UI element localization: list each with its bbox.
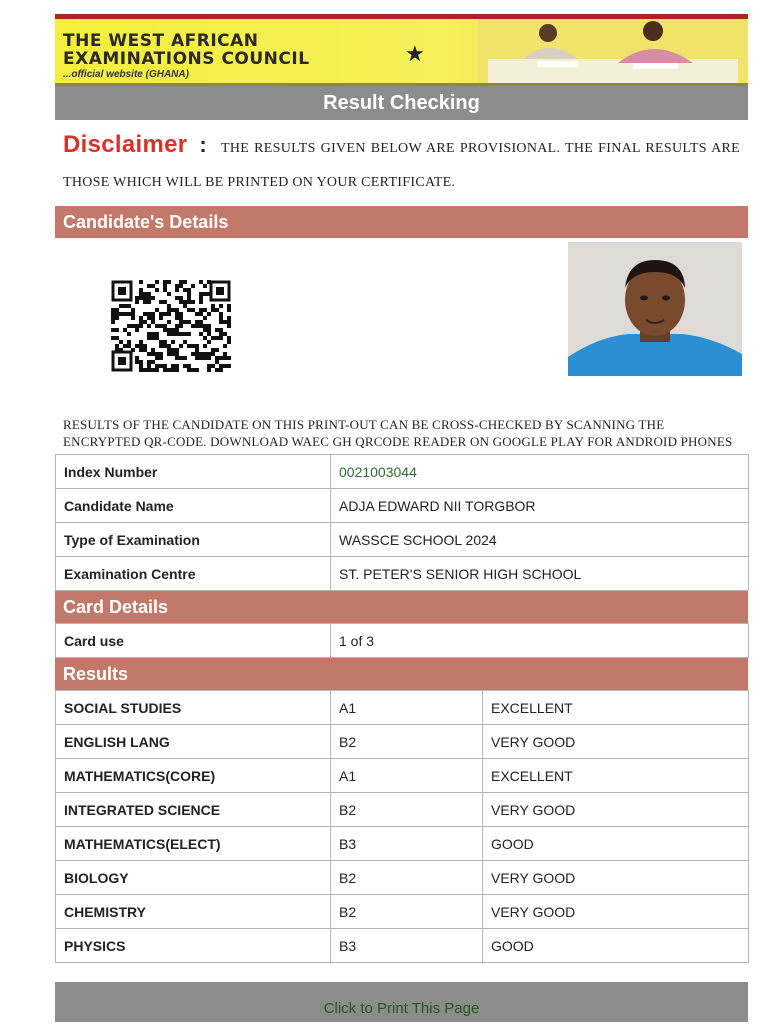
table-row bbox=[56, 929, 749, 963]
table-row bbox=[56, 861, 749, 895]
banner-title-line1: THE WEST AFRICAN bbox=[63, 31, 259, 51]
candidate-details-table bbox=[55, 454, 749, 591]
result-page bbox=[55, 14, 748, 1022]
exam-type-label: Type of Examination bbox=[56, 523, 331, 557]
card-use-value: 1 of 3 bbox=[331, 624, 749, 658]
subject-cell: SOCIAL STUDIES bbox=[56, 691, 331, 725]
table-row bbox=[56, 624, 749, 658]
disclaimer-colon: : bbox=[199, 132, 208, 157]
grade-cell: B2 bbox=[331, 895, 483, 929]
candidate-name-value: ADJA EDWARD NII TORGBOR bbox=[331, 489, 749, 523]
print-page-link[interactable]: Click to Print This Page bbox=[323, 1000, 480, 1017]
banner-students-image bbox=[478, 19, 748, 83]
table-row bbox=[56, 489, 749, 523]
qr-code bbox=[111, 280, 231, 372]
card-details-header: Card Details bbox=[55, 591, 748, 623]
waec-banner bbox=[55, 19, 748, 86]
candidate-details-header: Candidate's Details bbox=[55, 206, 748, 238]
results-header: Results bbox=[55, 658, 748, 690]
page-title: Result Checking bbox=[55, 86, 748, 120]
candidate-name-label: Candidate Name bbox=[56, 489, 331, 523]
table-row bbox=[56, 759, 749, 793]
table-row bbox=[56, 691, 749, 725]
candidate-photo bbox=[568, 242, 742, 376]
table-row bbox=[56, 455, 749, 489]
candidate-image-row bbox=[55, 238, 748, 414]
grade-cell: B3 bbox=[331, 929, 483, 963]
disclaimer-heading: Disclaimer bbox=[63, 131, 188, 158]
remark-cell: EXCELLENT bbox=[483, 759, 749, 793]
subject-cell: BIOLOGY bbox=[56, 861, 331, 895]
results-table bbox=[55, 690, 749, 963]
grade-cell: B2 bbox=[331, 793, 483, 827]
grade-cell: B2 bbox=[331, 725, 483, 759]
grade-cell: B3 bbox=[331, 827, 483, 861]
exam-type-value: WASSCE SCHOOL 2024 bbox=[331, 523, 749, 557]
qr-notice: RESULTS OF THE CANDIDATE ON THIS PRINT-OUT CAN BE CROSS-CHECKED BY SCANNING THE ENCRYPTED QR-CODE. DOWNLOAD WAEC GH QRCODE READER ON GOOGLE PLAY FOR ANDROID PHONES bbox=[63, 417, 733, 449]
star-icon: ★ bbox=[405, 41, 425, 66]
remark-cell: GOOD bbox=[483, 929, 749, 963]
subject-cell: MATHEMATICS(CORE) bbox=[56, 759, 331, 793]
subject-cell: PHYSICS bbox=[56, 929, 331, 963]
remark-cell: VERY GOOD bbox=[483, 793, 749, 827]
grade-cell: A1 bbox=[331, 759, 483, 793]
remark-cell: VERY GOOD bbox=[483, 895, 749, 929]
table-row bbox=[56, 725, 749, 759]
remark-cell: GOOD bbox=[483, 827, 749, 861]
table-row bbox=[56, 793, 749, 827]
remark-cell: VERY GOOD bbox=[483, 861, 749, 895]
banner-subtitle: ...official website (GHANA) bbox=[63, 69, 189, 80]
table-row bbox=[56, 557, 749, 591]
print-bar bbox=[55, 982, 748, 1022]
exam-centre-value: ST. PETER'S SENIOR HIGH SCHOOL bbox=[331, 557, 749, 591]
index-number-value: 0021003044 bbox=[331, 455, 749, 489]
card-use-label: Card use bbox=[56, 624, 331, 658]
card-details-table bbox=[55, 623, 749, 658]
table-row bbox=[56, 523, 749, 557]
exam-centre-label: Examination Centre bbox=[56, 557, 331, 591]
grade-cell: A1 bbox=[331, 691, 483, 725]
subject-cell: ENGLISH LANG bbox=[56, 725, 331, 759]
table-row bbox=[56, 827, 749, 861]
remark-cell: VERY GOOD bbox=[483, 725, 749, 759]
banner-title-line2: EXAMINATIONS COUNCIL bbox=[63, 49, 310, 69]
subject-cell: INTEGRATED SCIENCE bbox=[56, 793, 331, 827]
grade-cell: B2 bbox=[331, 861, 483, 895]
disclaimer-block bbox=[55, 120, 748, 206]
disclaimer-text: THE RESULTS GIVEN BELOW ARE PROVISIONAL. THE FINAL RESULTS ARE THOSE WHICH WILL BE PRINTED ON YOUR CERTIFICATE. bbox=[63, 141, 740, 190]
subject-cell: MATHEMATICS(ELECT) bbox=[56, 827, 331, 861]
index-number-label: Index Number bbox=[56, 455, 331, 489]
remark-cell: EXCELLENT bbox=[483, 691, 749, 725]
table-row bbox=[56, 895, 749, 929]
subject-cell: CHEMISTRY bbox=[56, 895, 331, 929]
